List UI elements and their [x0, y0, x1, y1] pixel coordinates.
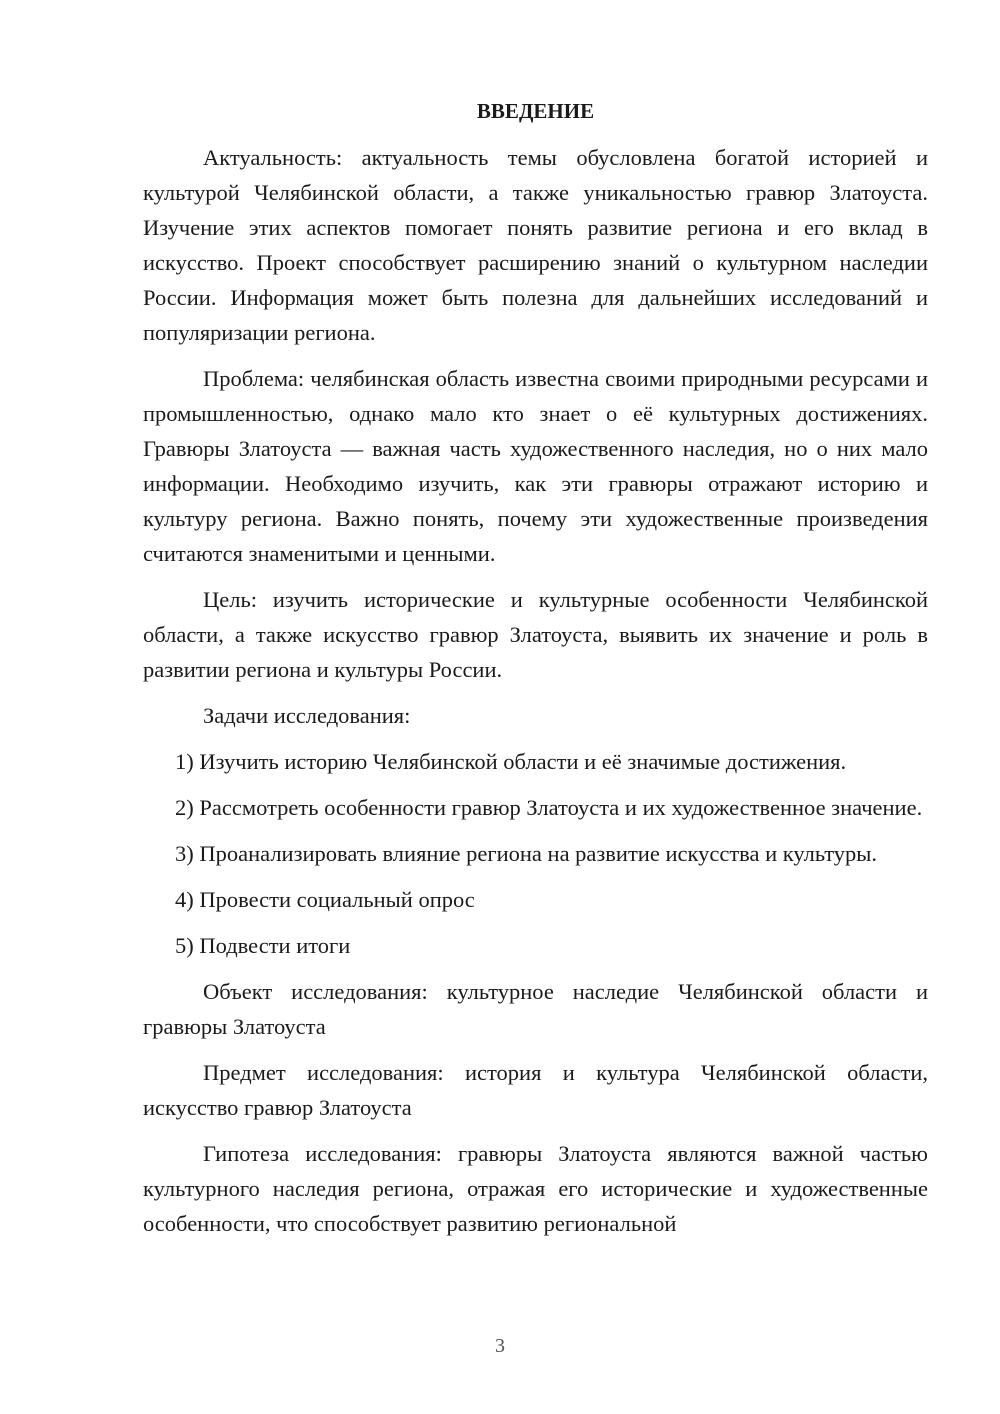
section-title: ВВЕДЕНИЕ [476, 99, 595, 123]
task-item-5: 5) Подвести итоги [175, 933, 351, 958]
goal-paragraph: Цель: изучить исторические и культурные особенности Челябинской области, а также искусство гравюр Златоуста, выявить их значение и роль в развитии региона и культуры России. [143, 587, 928, 682]
task-item-4: 4) Провести социальный опрос [175, 887, 475, 912]
page-number: 3 [495, 1335, 505, 1357]
task-item-2: 2) Рассмотреть особенности гравюр Златоуста и их художественное значение. [175, 795, 923, 820]
object-paragraph: Объект исследования: культурное наследие Челябинской области и гравюры Златоуста [143, 979, 928, 1039]
relevance-paragraph: Актуальность: актуальность темы обусловлена богатой историей и культурой Челябинской области, а также уникальностью гравюр Златоуста. Изучение этих аспектов помогает понять развитие региона и его вклад в искусство. Проект способствует расширению знаний о культурном наследии России. Информация может быть полезна для дальнейших исследований и популяризации региона. [143, 145, 928, 345]
hypothesis-paragraph: Гипотеза исследования: гравюры Златоуста являются важной частью культурного наследия региона, отражая его исторические и художественные особенности, что способствует развитию региональной [143, 1141, 928, 1236]
document-body [143, 94, 928, 1241]
subject-paragraph: Предмет исследования: история и культура Челябинской области, искусство гравюр Златоуста [143, 1060, 928, 1120]
tasks-heading: Задачи исследования: [203, 703, 411, 728]
problem-paragraph: Проблема: челябинская область известна своими природными ресурсами и промышленностью, однако мало кто знает о её культурных достижениях. Гравюры Златоуста — важная часть художественного наследия, но о них мало информации. Необходимо изучить, как эти гравюры отражают историю и культуру региона. Важно понять, почему эти художественные произведения считаются знаменитыми и ценными. [143, 366, 928, 566]
task-item-3: 3) Проанализировать влияние региона на развитие искусства и культуры. [175, 841, 878, 866]
task-item-1: 1) Изучить историю Челябинской области и её значимые достижения. [175, 749, 847, 774]
